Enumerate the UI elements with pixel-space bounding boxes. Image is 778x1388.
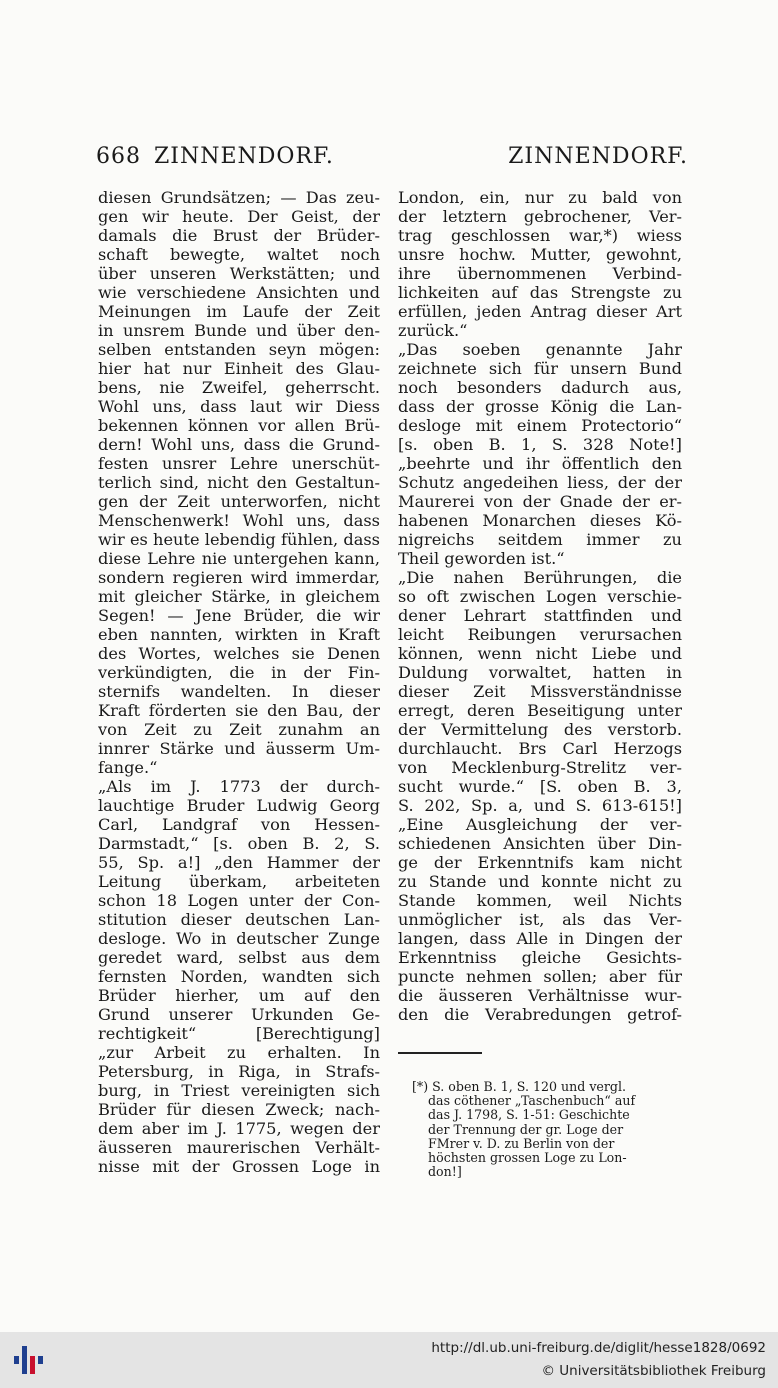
text-line: Kraft förderten sie den Bau, der [98,701,380,720]
text-line: dass der grosse König die Lan- [398,397,682,416]
text-line: diese Lehre nie untergehen kann, [98,549,380,568]
text-line: Meinungen im Laufe der Zeit [98,302,380,321]
text-line: zeichnete sich für unsern Bund [398,359,682,378]
text-line: rechtigkeit“ [Berechtigung] [98,1024,380,1043]
text-line: dern! Wohl uns, dass die Grund- [98,435,380,454]
text-line: wir es heute lebendig fühlen, dass [98,530,380,549]
text-line: verkündigten, die in der Fin- [98,663,380,682]
text-line: fernsten Norden, wandten sich [98,967,380,986]
text-line: „zur Arbeit zu erhalten. In [98,1043,380,1062]
text-line: erfüllen, jeden Antrag dieser Art [398,302,682,321]
text-line: von Mecklenburg-Strelitz ver- [398,758,682,777]
text-line: dem aber im J. 1775, wegen der [98,1119,380,1138]
text-line: nigreichs seitdem immer zu [398,530,682,549]
text-line: schon 18 Logen unter der Con- [98,891,380,910]
text-line: zurück.“ [398,321,468,340]
text-line: geredet ward, selbst aus dem [98,948,380,967]
running-header [96,140,688,176]
text-line: Duldung vorwaltet, hatten in [398,663,682,682]
text-line: äusseren maurerischen Verhält- [98,1138,380,1157]
text-line: erregt, deren Beseitigung unter [398,701,682,720]
footnote-line: don!] [428,1165,462,1180]
text-line: trag geschlossen war,*) wiess [398,226,682,245]
text-line: Brüder hierher, um auf den [98,986,380,1005]
text-line: nisse mit der Grossen Loge in [98,1157,380,1176]
text-line: puncte nehmen sollen; aber für [398,967,682,986]
text-line: burg, in Triest vereinigten sich [98,1081,380,1100]
text-line: langen, dass Alle in Dingen der [398,929,682,948]
text-line: „Die nahen Berührungen, die [398,568,682,587]
page-number: 668 [96,144,141,169]
text-line: eben nannten, wirkten in Kraft [98,625,380,644]
text-line: schaft bewegte, waltet noch [98,245,380,264]
header-left-title: ZINNENDORF. [154,144,334,169]
text-line: unsre hochw. Mutter, gewohnt, [398,245,682,264]
text-line: „Das soeben genannte Jahr [398,340,682,359]
text-line: London, ein, nur zu bald von [398,188,682,207]
text-line: der Vermittelung des verstorb. [398,720,682,739]
text-line: S. 202, Sp. a, und S. 613-615!] [398,796,682,815]
text-line: bens, nie Zweifel, geherrscht. [98,378,380,397]
text-line: sucht wurde.“ [S. oben B. 3, [398,777,682,796]
footnote-line: höchsten grossen Loge zu Lon- [428,1151,627,1166]
text-line: sondern regieren wird immerdar, [98,568,380,587]
text-line: Darmstadt,“ [s. oben B. 2, S. [98,834,380,853]
text-line: noch besonders dadurch aus, [398,378,682,397]
text-line: Maurerei von der Gnade der er- [398,492,682,511]
text-line: gen der Zeit unterworfen, nicht [98,492,380,511]
text-line: den die Verabredungen getrof- [398,1005,682,1024]
text-line: terlich sind, nicht den Gestaltun- [98,473,380,492]
text-line: sternifs wandelten. In dieser [98,682,380,701]
text-line: können, wenn nicht Liebe und [398,644,682,663]
text-line: mit gleicher Stärke, in gleichem [98,587,380,606]
text-line: in unsrem Bunde und über den- [98,321,380,340]
footnote-line: [*) S. oben B. 1, S. 120 und vergl. [412,1080,626,1094]
text-line: innrer Stärke und äusserm Um- [98,739,380,758]
text-line: hier hat nur Einheit des Glau- [98,359,380,378]
text-line: wie verschiedene Ansichten und [98,283,380,302]
text-line: fange.“ [98,758,158,777]
text-line: Segen! — Jene Brüder, die wir [98,606,380,625]
footnote [412,1080,684,1179]
text-line: Carl, Landgraf von Hessen- [98,815,380,834]
text-line: schiedenen Ansichten über Din- [398,834,682,853]
footnote-line: das J. 1798, S. 1-51: Geschichte [428,1108,630,1123]
text-line: leicht Reibungen verursachen [398,625,682,644]
text-line: dieser Zeit Missverständnisse [398,682,682,701]
text-line: zu Stande und konnte nicht zu [398,872,682,891]
text-line: festen unsrer Lehre unerschüt- [98,454,380,473]
text-line: stitution dieser deutschen Lan- [98,910,380,929]
text-line: Theil geworden ist.“ [398,549,565,568]
text-line: „beehrte und ihr öffentlich den [398,454,682,473]
document-url[interactable]: http://dl.ub.uni-freiburg.de/diglit/hesse1828/0692 [431,1340,766,1356]
ub-freiburg-logo-icon[interactable] [12,1342,48,1378]
text-line: Erkenntniss gleiche Gesichts- [398,948,682,967]
text-line: selben entstanden seyn mögen: [98,340,380,359]
right-column [398,188,682,1024]
copyright-notice: © Universitätsbibliothek Freiburg [541,1363,766,1379]
text-line: gen wir heute. Der Geist, der [98,207,380,226]
text-line: der letztern gebrochener, Ver- [398,207,682,226]
text-line: des Wortes, welches sie Denen [98,644,380,663]
text-line: Menschenwerk! Wohl uns, dass [98,511,380,530]
text-line: Schutz angedeihen liess, der der [398,473,682,492]
text-line: bekennen können vor allen Brü- [98,416,380,435]
text-line: 55, Sp. a!] „den Hammer der [98,853,380,872]
text-line: dener Lehrart stattfinden und [398,606,682,625]
text-line: „Eine Ausgleichung der ver- [398,815,682,834]
text-line: Stande kommen, weil Nichts [398,891,682,910]
text-line: durchlaucht. Brs Carl Herzogs [398,739,682,758]
header-right-title: ZINNENDORF. [508,144,688,169]
text-line: Grund unserer Urkunden Ge- [98,1005,380,1024]
left-column [98,188,380,1176]
footnote-line: der Trennung der gr. Loge der [428,1122,624,1137]
text-line: ihre übernommenen Verbind- [398,264,682,283]
footnote-divider [398,1052,482,1054]
text-line: desloge mit einem Protectorio“ [398,416,682,435]
viewer-footer-bar [0,1332,778,1388]
text-line: ge der Erkenntnifs kam nicht [398,853,682,872]
text-line: so oft zwischen Logen verschie- [398,587,682,606]
text-line: Leitung überkam, arbeiteten [98,872,380,891]
text-line: [s. oben B. 1, S. 328 Note!] [398,435,682,454]
footnote-line: FMrer v. D. zu Berlin von der [428,1136,615,1151]
text-line: Petersburg, in Riga, in Strafs- [98,1062,380,1081]
text-line: lauchtige Bruder Ludwig Georg [98,796,380,815]
text-line: über unseren Werkstätten; und [98,264,380,283]
text-line: unmöglicher ist, als das Ver- [398,910,682,929]
text-line: von Zeit zu Zeit zunahm an [98,720,380,739]
text-line: habenen Monarchen dieses Kö- [398,511,682,530]
text-line: die äusseren Verhältnisse wur- [398,986,682,1005]
text-line: diesen Grundsätzen; — Das zeu- [98,188,380,207]
text-line: lichkeiten auf das Strengste zu [398,283,682,302]
text-line: Brüder für diesen Zweck; nach- [98,1100,380,1119]
text-line: „Als im J. 1773 der durch- [98,777,380,796]
text-line: Wohl uns, dass laut wir Diess [98,397,380,416]
text-line: desloge. Wo in deutscher Zunge [98,929,380,948]
footnote-line: das cöthener „Taschenbuch“ auf [428,1094,636,1109]
text-line: damals die Brust der Brüder- [98,226,380,245]
